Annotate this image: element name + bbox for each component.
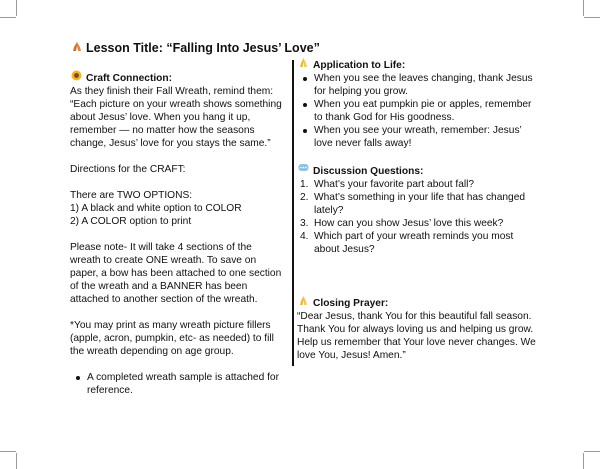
craft-heading bbox=[70, 70, 282, 85]
speech-bubble-icon bbox=[297, 163, 310, 178]
column-divider bbox=[292, 60, 294, 366]
list-item: When you see your wreath, remember: Jesus’ love never falls away! bbox=[314, 124, 537, 150]
craft-option-1: 1) A black and white option to COLOR bbox=[70, 203, 242, 214]
crop-mark bbox=[583, 453, 584, 469]
list-item bbox=[300, 191, 537, 217]
craft-options-intro: There are TWO OPTIONS: bbox=[70, 190, 193, 201]
discussion-heading-text: Discussion Questions: bbox=[313, 166, 424, 177]
crop-mark bbox=[0, 451, 16, 452]
craft-intro: As they finish their Fall Wreath, remind them: “Each picture on your wreath shows something about Jesus’ love. When you hang it up, remember — no matter how the seasons change, Jesus’ love for you stays the same.” bbox=[70, 86, 282, 149]
crop-mark bbox=[584, 17, 600, 18]
list-item: When you eat pumpkin pie or apples, remember to thank God for His goodness. bbox=[314, 98, 537, 124]
list-text: What’s something in your life that has changed lately? bbox=[314, 192, 526, 216]
crop-mark bbox=[0, 17, 16, 18]
list-text: What’s your favorite part about fall? bbox=[314, 179, 475, 190]
craft-heading-text: Craft Connection: bbox=[86, 73, 173, 84]
crop-mark bbox=[16, 453, 17, 469]
list-number: 1. bbox=[300, 179, 309, 190]
craft-note: Please note- It will take 4 sections of the wreath to create ONE wreath. To save on paper, a bow has been attached to one section of the wreath and a BANNER has been attached to another section of the wreath. bbox=[70, 242, 282, 305]
list-number: 4. bbox=[300, 231, 309, 242]
praying-hands-icon bbox=[297, 295, 310, 310]
closing-heading bbox=[297, 295, 537, 310]
craft-section bbox=[70, 70, 282, 397]
crop-mark bbox=[583, 0, 584, 16]
craft-option-2: 2) A COLOR option to print bbox=[70, 216, 192, 227]
crop-mark bbox=[16, 0, 17, 16]
list-number: 2. bbox=[300, 192, 309, 203]
list-text: How can you show Jesus’ love this week? bbox=[314, 218, 504, 229]
praying-hands-icon bbox=[297, 57, 310, 72]
craft-bullet-list bbox=[70, 371, 282, 397]
list-item bbox=[300, 217, 537, 230]
list-item bbox=[300, 230, 537, 256]
crop-mark bbox=[584, 451, 600, 452]
closing-heading-text: Closing Prayer: bbox=[313, 298, 389, 309]
craft-directions: Directions for the CRAFT: bbox=[70, 164, 186, 175]
sunflower-icon bbox=[70, 70, 83, 85]
craft-fillers: *You may print as many wreath picture fillers (apple, acron, pumpkin, etc- as needed) to fill the wreath depending on age group. bbox=[70, 320, 274, 357]
discussion-list bbox=[297, 178, 537, 256]
lesson-title-text: Lesson Title: “Falling Into Jesus’ Love” bbox=[86, 41, 320, 55]
lesson-title bbox=[70, 40, 330, 58]
application-heading-text: Application to Life: bbox=[313, 60, 406, 71]
list-text: Which part of your wreath reminds you most about Jesus? bbox=[314, 231, 514, 255]
closing-prayer-text: “Dear Jesus, thank You for this beautiful fall season. Thank You for always loving us and helping us grow. Help us remember that Your love never changes. We love You, Jesus! Amen.” bbox=[297, 311, 536, 361]
praying-hands-icon bbox=[70, 41, 83, 58]
list-item: A completed wreath sample is attached for reference. bbox=[87, 371, 282, 397]
list-item bbox=[300, 178, 537, 191]
list-item: When you see the leaves changing, thank Jesus for helping you grow. bbox=[314, 72, 537, 98]
discussion-heading bbox=[297, 163, 537, 178]
application-heading bbox=[297, 57, 537, 72]
application-list bbox=[297, 72, 537, 150]
list-number: 3. bbox=[300, 218, 309, 229]
right-column bbox=[297, 57, 537, 362]
